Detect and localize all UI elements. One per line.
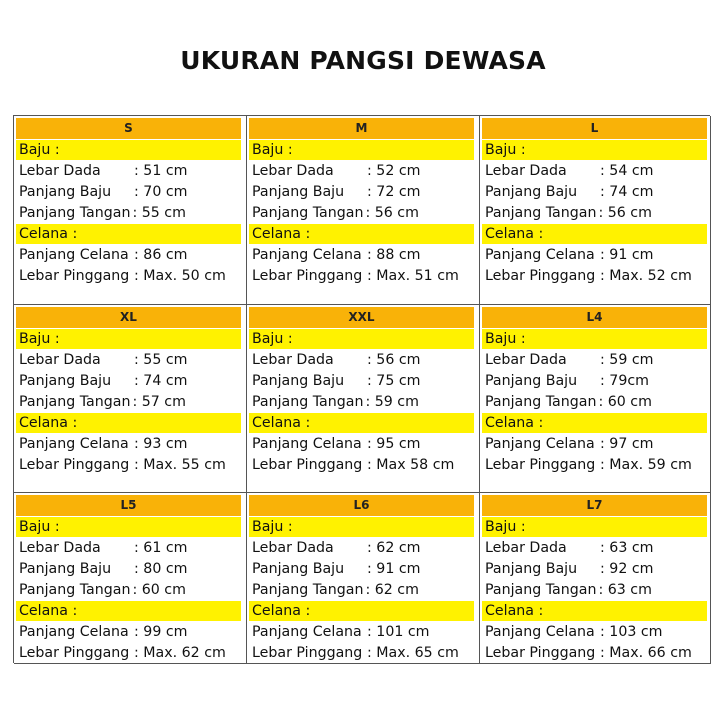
- size-card: [14, 116, 247, 305]
- measure-label: Panjang Tangan: [252, 394, 364, 410]
- measure-value: : Max. 55 cm: [134, 457, 226, 473]
- measure-value: : 51 cm: [134, 163, 188, 179]
- size-header: XXL: [249, 307, 474, 328]
- measure-value: : 62 cm: [367, 540, 421, 556]
- measure-row-lebar-pinggang: [252, 455, 455, 475]
- measure-label: Lebar Dada: [485, 540, 567, 556]
- measure-label: Panjang Celana: [19, 436, 129, 452]
- measure-value: : 63 cm: [598, 582, 652, 598]
- measure-label: Panjang Tangan: [19, 205, 131, 221]
- size-header: XL: [16, 307, 241, 328]
- measure-value: : 57 cm: [132, 394, 186, 410]
- measure-value: : 63 cm: [600, 540, 654, 556]
- measure-row-panjang-baju: [19, 559, 188, 579]
- baju-section-label: Baju :: [19, 519, 60, 535]
- measure-row-panjang-tangan: [485, 203, 652, 223]
- measure-row-panjang-tangan: [252, 580, 419, 600]
- measure-value: : 54 cm: [600, 163, 654, 179]
- measure-row-lebar-dada: [252, 161, 421, 181]
- measure-row-panjang-baju: [485, 559, 654, 579]
- measure-row-panjang-celana: [19, 434, 188, 454]
- measure-row-panjang-celana: [252, 622, 430, 642]
- measure-row-lebar-dada: [485, 161, 654, 181]
- measure-value: : Max. 66 cm: [600, 645, 692, 661]
- size-card: [480, 116, 711, 305]
- measure-row-lebar-dada: [19, 161, 188, 181]
- measure-label: Panjang Celana: [252, 624, 362, 640]
- measure-row-lebar-pinggang: [19, 455, 226, 475]
- measure-label: Lebar Pinggang: [19, 457, 130, 473]
- measure-label: Lebar Pinggang: [252, 268, 363, 284]
- measure-label: Panjang Celana: [252, 247, 362, 263]
- measure-label: Panjang Baju: [19, 561, 112, 577]
- measure-value: : Max 58 cm: [367, 457, 455, 473]
- measure-label: Panjang Baju: [485, 184, 578, 200]
- measure-value: : Max. 62 cm: [134, 645, 226, 661]
- measure-label: Panjang Celana: [485, 436, 595, 452]
- measure-row-lebar-pinggang: [485, 643, 692, 663]
- celana-section-label: Celana :: [485, 415, 544, 431]
- measure-label: Lebar Pinggang: [19, 268, 130, 284]
- measure-label: Panjang Celana: [19, 247, 129, 263]
- measure-value: : 103 cm: [600, 624, 663, 640]
- measure-row-panjang-tangan: [485, 392, 652, 412]
- measure-label: Panjang Tangan: [19, 582, 131, 598]
- measure-row-panjang-baju: [19, 371, 188, 391]
- baju-section-label: Baju :: [485, 331, 526, 347]
- size-header: M: [249, 118, 474, 139]
- measure-value: : Max. 50 cm: [134, 268, 226, 284]
- measure-label: Lebar Pinggang: [485, 268, 596, 284]
- measure-label: Lebar Dada: [19, 163, 101, 179]
- measure-row-panjang-baju: [252, 371, 421, 391]
- measure-value: : 74 cm: [134, 373, 188, 389]
- measure-value: : Max. 52 cm: [600, 268, 692, 284]
- measure-value: : 93 cm: [134, 436, 188, 452]
- measure-row-panjang-baju: [19, 182, 188, 202]
- measure-label: Panjang Celana: [19, 624, 129, 640]
- measure-row-panjang-celana: [485, 245, 654, 265]
- size-chart-grid: [13, 115, 710, 663]
- size-card: [480, 493, 711, 664]
- measure-label: Lebar Dada: [252, 540, 334, 556]
- measure-value: : Max. 65 cm: [367, 645, 459, 661]
- size-header: L6: [249, 495, 474, 516]
- size-header: L5: [16, 495, 241, 516]
- measure-label: Lebar Dada: [19, 352, 101, 368]
- size-header: L4: [482, 307, 707, 328]
- measure-label: Panjang Baju: [19, 184, 112, 200]
- measure-label: Lebar Pinggang: [19, 645, 130, 661]
- measure-value: : 91 cm: [367, 561, 421, 577]
- measure-value: : 101 cm: [367, 624, 430, 640]
- measure-row-lebar-pinggang: [252, 266, 459, 286]
- measure-row-panjang-tangan: [19, 203, 186, 223]
- measure-label: Panjang Tangan: [485, 205, 597, 221]
- size-header: L: [482, 118, 707, 139]
- measure-label: Panjang Celana: [252, 436, 362, 452]
- measure-label: Lebar Pinggang: [252, 645, 363, 661]
- measure-label: Panjang Tangan: [485, 394, 597, 410]
- measure-value: : 61 cm: [134, 540, 188, 556]
- measure-row-panjang-tangan: [485, 580, 652, 600]
- measure-value: : 88 cm: [367, 247, 421, 263]
- measure-label: Lebar Dada: [485, 163, 567, 179]
- baju-section-label: Baju :: [485, 519, 526, 535]
- measure-row-panjang-baju: [252, 182, 421, 202]
- baju-section-label: Baju :: [252, 331, 293, 347]
- measure-row-panjang-celana: [19, 245, 188, 265]
- measure-row-panjang-tangan: [19, 580, 186, 600]
- celana-section-label: Celana :: [252, 603, 311, 619]
- measure-value: : 91 cm: [600, 247, 654, 263]
- measure-label: Panjang Tangan: [252, 582, 364, 598]
- size-card: [480, 305, 711, 493]
- baju-section-label: Baju :: [252, 142, 293, 158]
- measure-value: : 60 cm: [598, 394, 652, 410]
- measure-label: Panjang Baju: [252, 373, 345, 389]
- measure-row-lebar-dada: [19, 538, 188, 558]
- measure-value: : 97 cm: [600, 436, 654, 452]
- celana-section-label: Celana :: [485, 603, 544, 619]
- measure-value: : 95 cm: [367, 436, 421, 452]
- measure-value: : 92 cm: [600, 561, 654, 577]
- size-header: L7: [482, 495, 707, 516]
- measure-value: : Max. 59 cm: [600, 457, 692, 473]
- measure-row-panjang-celana: [252, 434, 421, 454]
- measure-label: Lebar Dada: [252, 352, 334, 368]
- measure-label: Lebar Dada: [485, 352, 567, 368]
- measure-row-panjang-tangan: [19, 392, 186, 412]
- celana-section-label: Celana :: [19, 603, 78, 619]
- measure-row-lebar-dada: [19, 350, 188, 370]
- measure-label: Panjang Tangan: [485, 582, 597, 598]
- measure-label: Panjang Celana: [485, 247, 595, 263]
- measure-row-panjang-celana: [485, 434, 654, 454]
- measure-row-lebar-dada: [485, 538, 654, 558]
- measure-label: Panjang Celana: [485, 624, 595, 640]
- measure-value: : 56 cm: [365, 205, 419, 221]
- measure-label: Lebar Dada: [19, 540, 101, 556]
- measure-row-panjang-baju: [252, 559, 421, 579]
- measure-label: Panjang Baju: [19, 373, 112, 389]
- celana-section-label: Celana :: [252, 415, 311, 431]
- measure-value: : 72 cm: [367, 184, 421, 200]
- measure-value: : Max. 51 cm: [367, 268, 459, 284]
- baju-section-label: Baju :: [485, 142, 526, 158]
- measure-label: Panjang Baju: [485, 561, 578, 577]
- measure-row-panjang-celana: [19, 622, 188, 642]
- page-title: UKURAN PANGSI DEWASA: [180, 46, 546, 75]
- measure-value: : 99 cm: [134, 624, 188, 640]
- measure-value: : 55 cm: [132, 205, 186, 221]
- celana-section-label: Celana :: [19, 226, 78, 242]
- measure-row-lebar-pinggang: [19, 643, 226, 663]
- measure-row-panjang-celana: [485, 622, 663, 642]
- measure-value: : 59 cm: [365, 394, 419, 410]
- measure-row-lebar-pinggang: [485, 455, 692, 475]
- measure-row-lebar-pinggang: [19, 266, 226, 286]
- size-card: [247, 116, 480, 305]
- measure-row-lebar-pinggang: [252, 643, 459, 663]
- measure-row-panjang-tangan: [252, 203, 419, 223]
- baju-section-label: Baju :: [252, 519, 293, 535]
- measure-label: Panjang Baju: [485, 373, 578, 389]
- celana-section-label: Celana :: [252, 226, 311, 242]
- baju-section-label: Baju :: [19, 331, 60, 347]
- measure-row-lebar-dada: [252, 350, 421, 370]
- measure-value: : 79cm: [600, 373, 649, 389]
- measure-row-lebar-dada: [485, 350, 654, 370]
- measure-value: : 55 cm: [134, 352, 188, 368]
- size-card: [14, 305, 247, 493]
- baju-section-label: Baju :: [19, 142, 60, 158]
- measure-value: : 70 cm: [134, 184, 188, 200]
- measure-value: : 52 cm: [367, 163, 421, 179]
- size-card: [247, 305, 480, 493]
- measure-label: Panjang Baju: [252, 184, 345, 200]
- measure-value: : 80 cm: [134, 561, 188, 577]
- size-card: [247, 493, 480, 664]
- measure-label: Panjang Tangan: [19, 394, 131, 410]
- measure-label: Lebar Pinggang: [485, 457, 596, 473]
- measure-value: : 86 cm: [134, 247, 188, 263]
- measure-row-panjang-celana: [252, 245, 421, 265]
- measure-value: : 74 cm: [600, 184, 654, 200]
- size-header: S: [16, 118, 241, 139]
- size-card: [14, 493, 247, 664]
- measure-row-lebar-dada: [252, 538, 421, 558]
- measure-label: Lebar Pinggang: [485, 645, 596, 661]
- measure-value: : 60 cm: [132, 582, 186, 598]
- measure-row-panjang-baju: [485, 182, 654, 202]
- measure-label: Lebar Pinggang: [252, 457, 363, 473]
- measure-value: : 56 cm: [367, 352, 421, 368]
- measure-label: Lebar Dada: [252, 163, 334, 179]
- measure-value: : 75 cm: [367, 373, 421, 389]
- measure-value: : 59 cm: [600, 352, 654, 368]
- measure-row-lebar-pinggang: [485, 266, 692, 286]
- measure-row-panjang-tangan: [252, 392, 419, 412]
- celana-section-label: Celana :: [485, 226, 544, 242]
- celana-section-label: Celana :: [19, 415, 78, 431]
- measure-label: Panjang Baju: [252, 561, 345, 577]
- measure-label: Panjang Tangan: [252, 205, 364, 221]
- measure-value: : 62 cm: [365, 582, 419, 598]
- measure-row-panjang-baju: [485, 371, 649, 391]
- measure-value: : 56 cm: [598, 205, 652, 221]
